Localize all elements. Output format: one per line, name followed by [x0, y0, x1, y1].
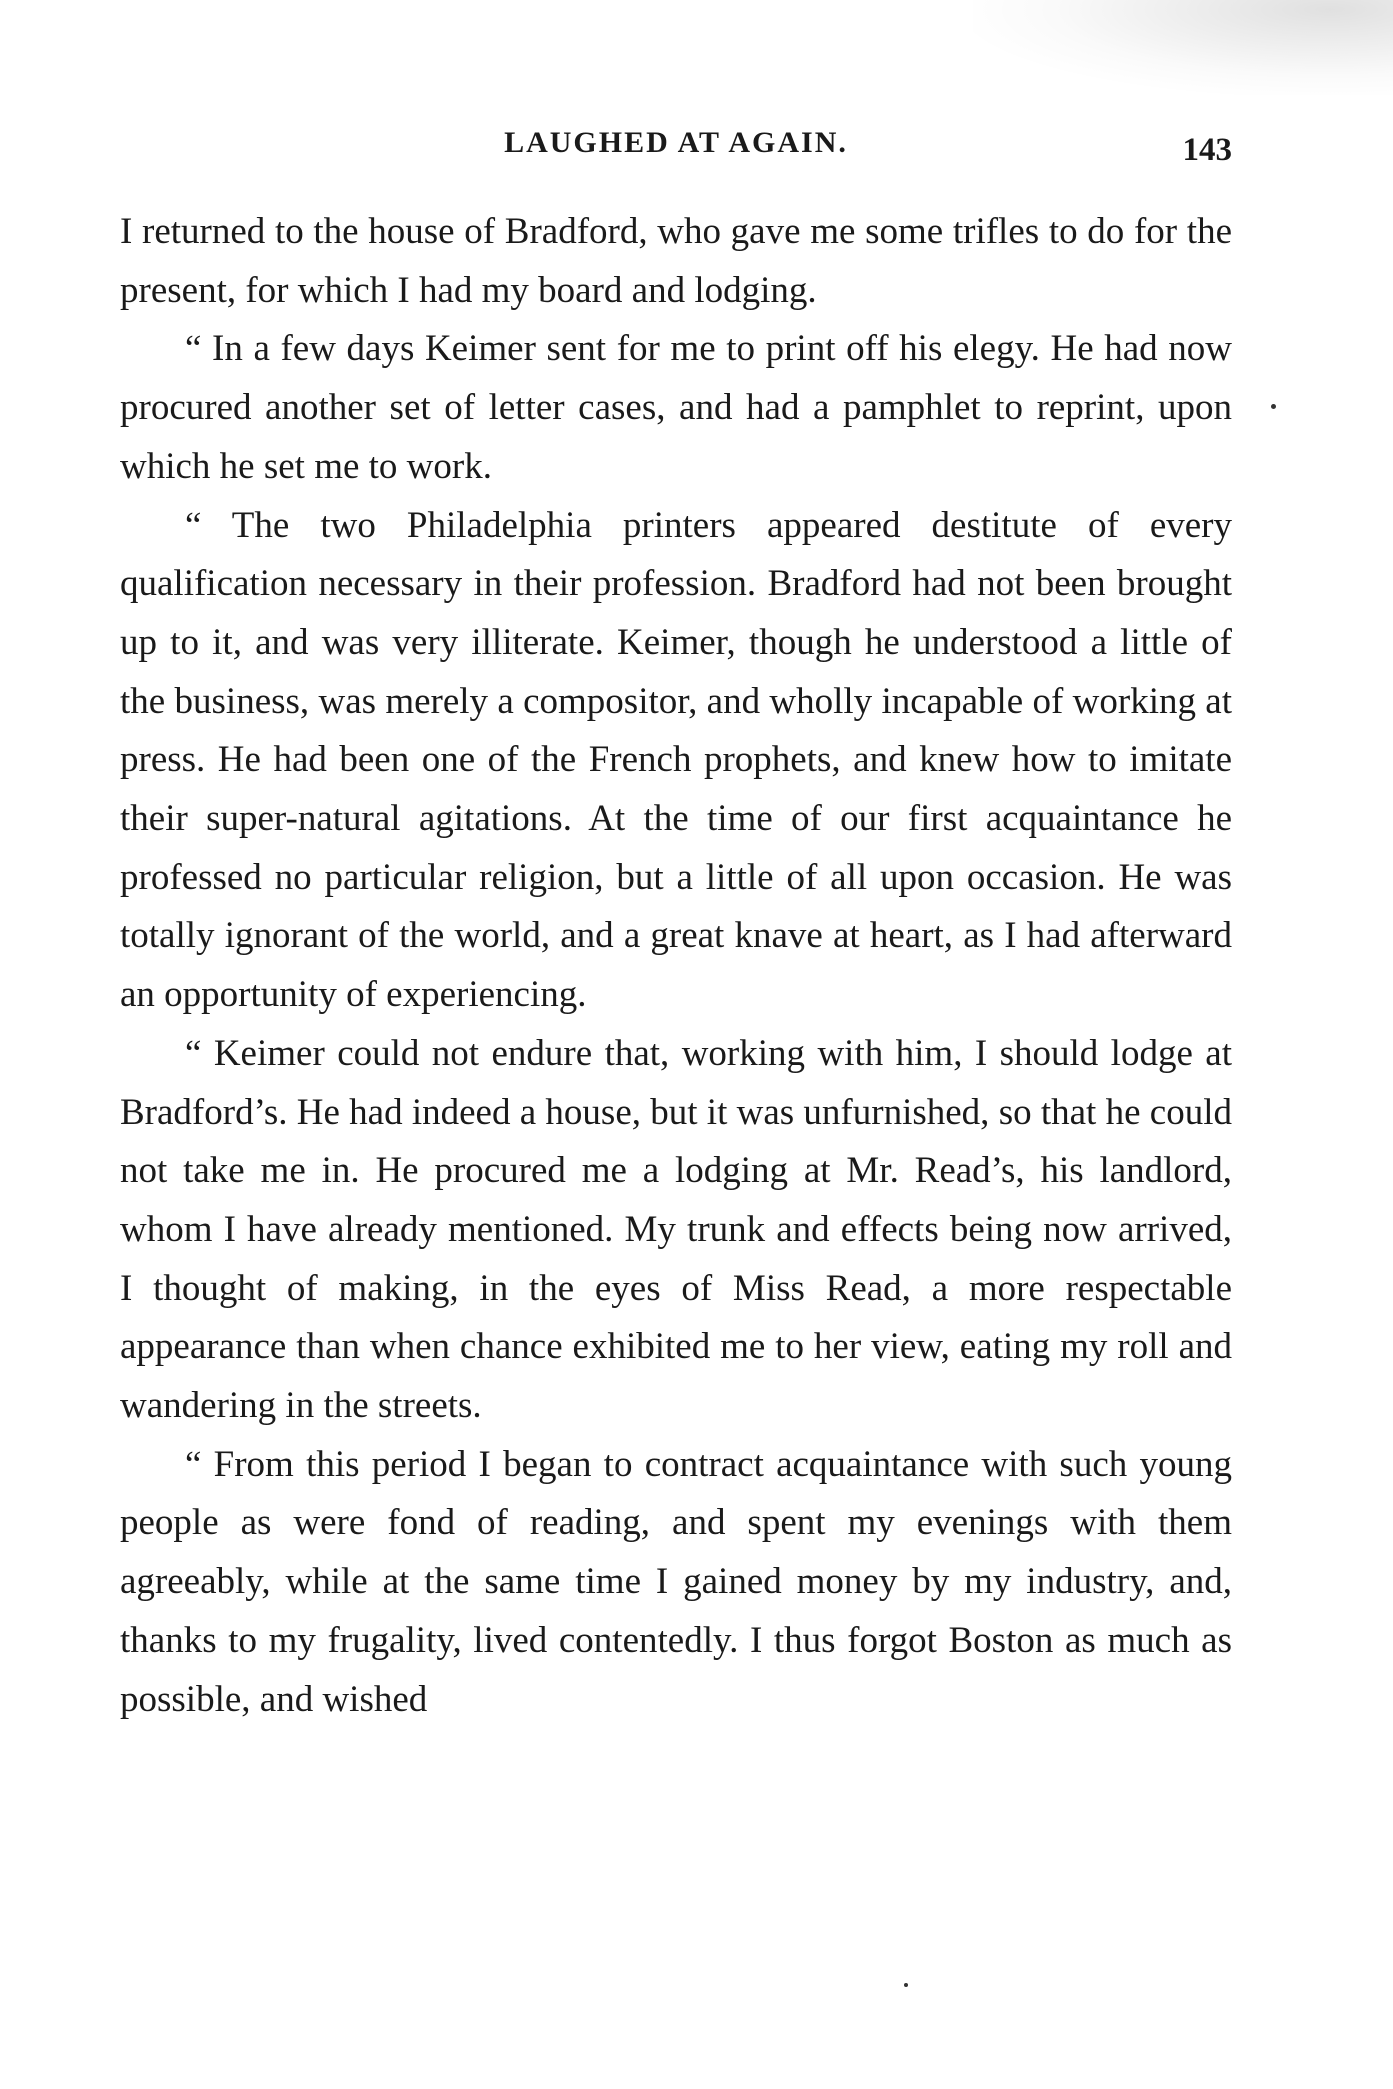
paragraph-4: “ Keimer could not endure that, working with him, I should lodge at Bradford’s. He had indeed a house, but it was unfurnished, so that he could not take me in. He procured me a lodging at Mr. Read’s, his landlord, whom I have already mentioned. My trunk and effects being now arrived, I thought of making, in the eyes of Miss Read, a more respectable appearance than when chance exhibited me to her view, eating my roll and wandering in the streets. [120, 1032, 1232, 1427]
body-text [120, 203, 1232, 1729]
paragraph-2: “ In a few days Keimer sent for me to print off his elegy. He had now procured another set of letter cases, and had a pamphlet to reprint, upon which he set me to work. [120, 328, 1232, 487]
ink-speck [1271, 404, 1276, 409]
page-number: 143 [1182, 132, 1232, 168]
page-stain [973, 0, 1393, 95]
running-title: LAUGHED AT AGAIN. [504, 126, 848, 159]
ink-speck [904, 1983, 908, 1987]
paragraph-1: I returned to the house of Bradford, who gave me some trifles to do for the present, for which I had my board and lodging. [120, 211, 1232, 311]
running-head [120, 118, 1232, 178]
paragraph-3: “ The two Philadelphia printers appeared destitute of every qualification necessary in their profession. Bradford had not been brought up to it, and was very illiterate. Keimer, though he understood a little of the business, was merely a compositor, and wholly incapable of working at press. He had been one of the French prophets, and knew how to imitate their super-natural agitations. At the time of our first acquaintance he professed no particular religion, but a little of all upon occasion. He was totally ignorant of the world, and a great knave at heart, as I had afterward an opportunity of experiencing. [120, 504, 1232, 1016]
paragraph-5: “ From this period I began to contract acquaintance with such young people as were fond of reading, and spent my evenings with them agreeably, while at the same time I gained money by my industry, and, thanks to my frugality, lived contentedly. I thus forgot Boston as much as possible, and wished [120, 1443, 1232, 1720]
